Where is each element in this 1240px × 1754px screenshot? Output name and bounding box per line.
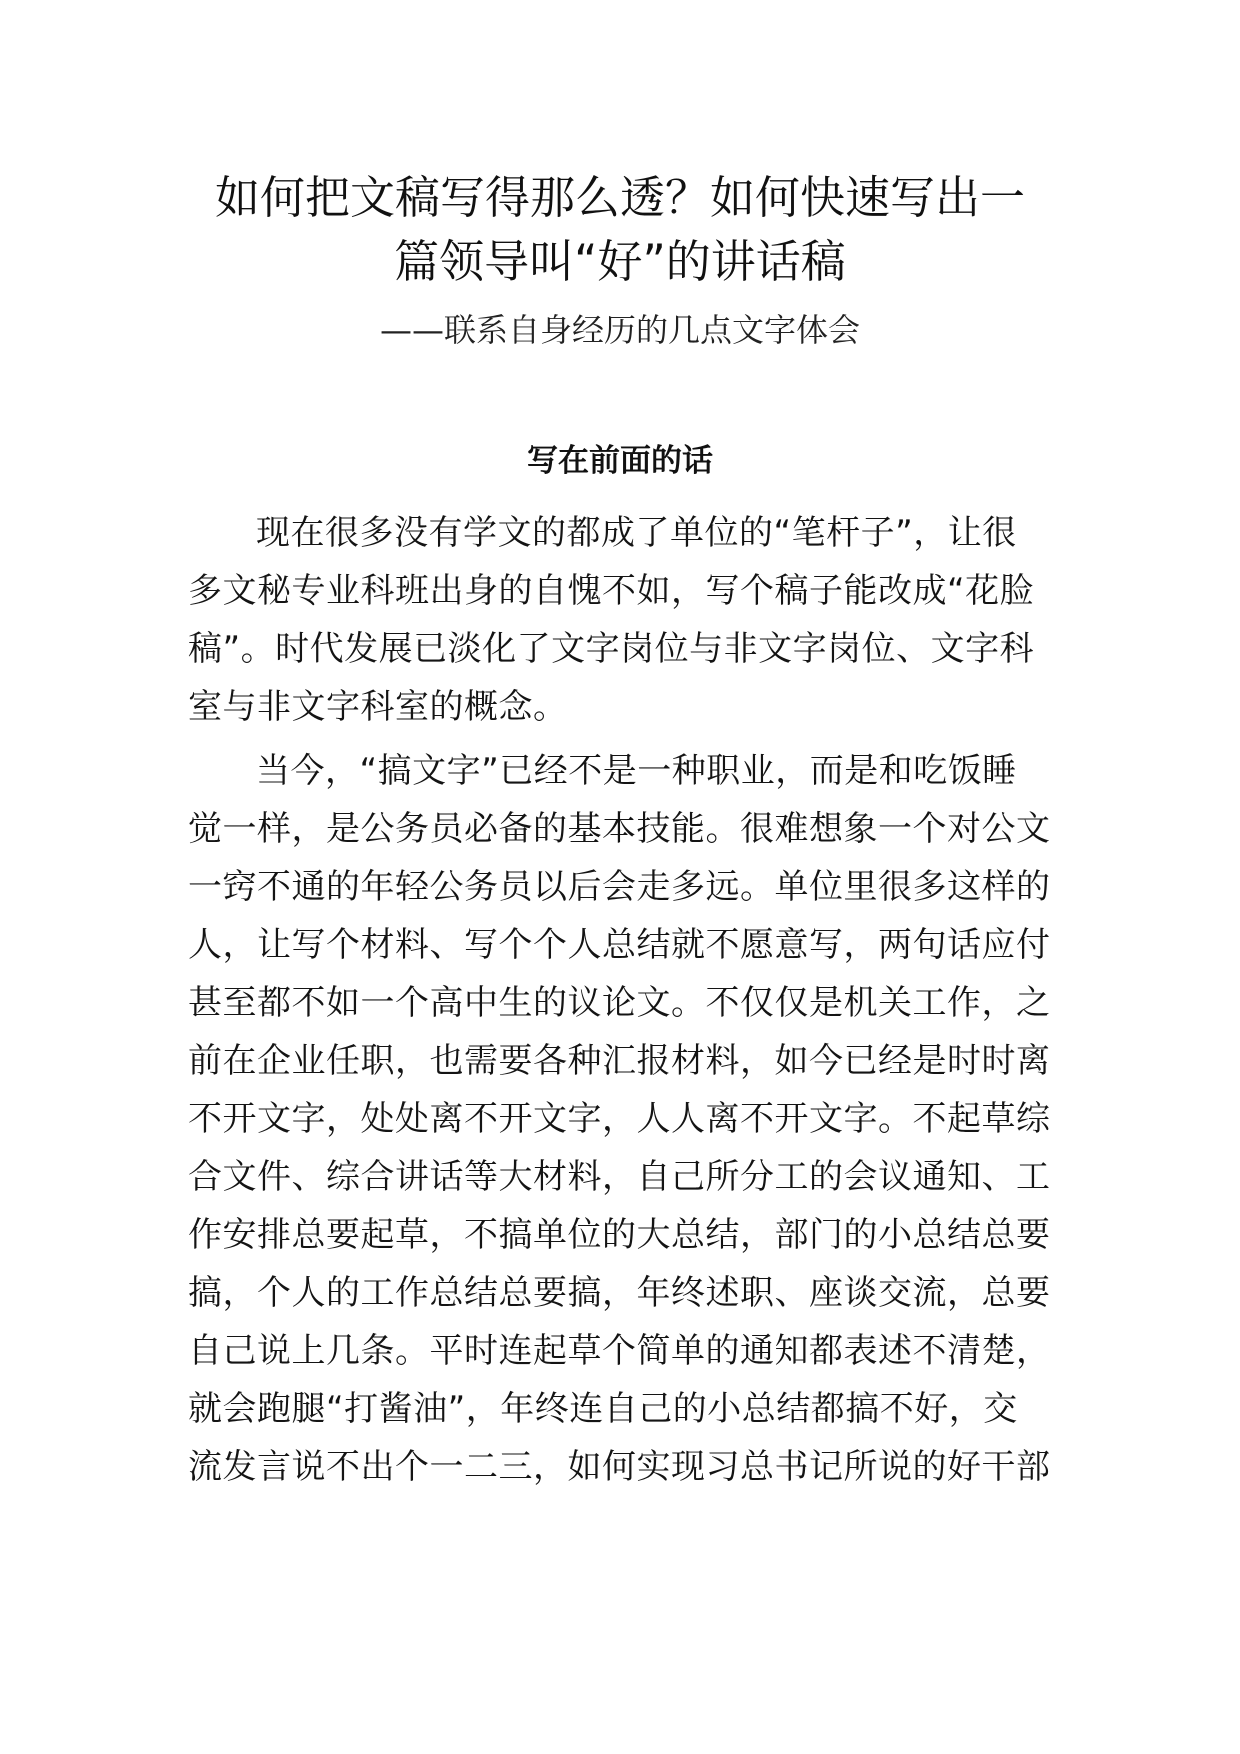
paragraph-2-line: 不开文字，处处离不开文字，人人离不开文字。不起草综 (188, 1099, 1051, 1139)
paragraph-2-line: 一窍不通的年轻公务员以后会走多远。单位里很多这样的 (188, 867, 1051, 907)
paragraph-1-line: 稿”。时代发展已淡化了文字岗位与非文字岗位、文字科 (188, 629, 1035, 669)
paragraph-2-line: 前在企业任职，也需要各种汇报材料，如今已经是时时离 (188, 1041, 1051, 1081)
section-heading: 写在前面的话 (527, 443, 713, 479)
paragraph-2-line: 自己说上几条。平时连起草个简单的通知都表述不清楚， (188, 1331, 1051, 1371)
document-subtitle: ——联系自身经历的几点文字体会 (379, 311, 860, 349)
paragraph-1-line: 多文秘专业科班出身的自愧不如，写个稿子能改成“花脸 (188, 571, 1035, 611)
paragraph-2-line: 流发言说不出个一二三，如何实现习总书记所说的好干部 (188, 1447, 1051, 1487)
paragraph-2-line: 当今，“搞文字”已经不是一种职业，而是和吃饭睡 (256, 751, 1017, 791)
paragraph-2-line: 搞，个人的工作总结总要搞，年终述职、座谈交流，总要 (188, 1273, 1051, 1313)
paragraph-1-line: 现在很多没有学文的都成了单位的“笔杆子”，让很 (256, 513, 1017, 553)
document-title-line-1: 如何把文稿写得那么透？如何快速写出一 (214, 171, 1025, 224)
paragraph-2-line: 作安排总要起草，不搞单位的大总结，部门的小总结总要 (188, 1215, 1051, 1255)
paragraph-2-line: 合文件、综合讲话等大材料，自己所分工的会议通知、工 (188, 1157, 1051, 1197)
paragraph-2-line: 就会跑腿“打酱油”，年终连自己的小总结都搞不好，交 (188, 1389, 1018, 1429)
document-title-line-2: 篇领导叫“好”的讲话稿 (394, 235, 846, 288)
paragraph-2-line: 觉一样，是公务员必备的基本技能。很难想象一个对公文 (188, 809, 1051, 849)
paragraph-2-line: 甚至都不如一个高中生的议论文。不仅仅是机关工作，之 (188, 983, 1051, 1023)
paragraph-1-line: 室与非文字科室的概念。 (188, 687, 568, 727)
paragraph-2-line: 人，让写个材料、写个个人总结就不愿意写，两句话应付 (188, 925, 1051, 965)
